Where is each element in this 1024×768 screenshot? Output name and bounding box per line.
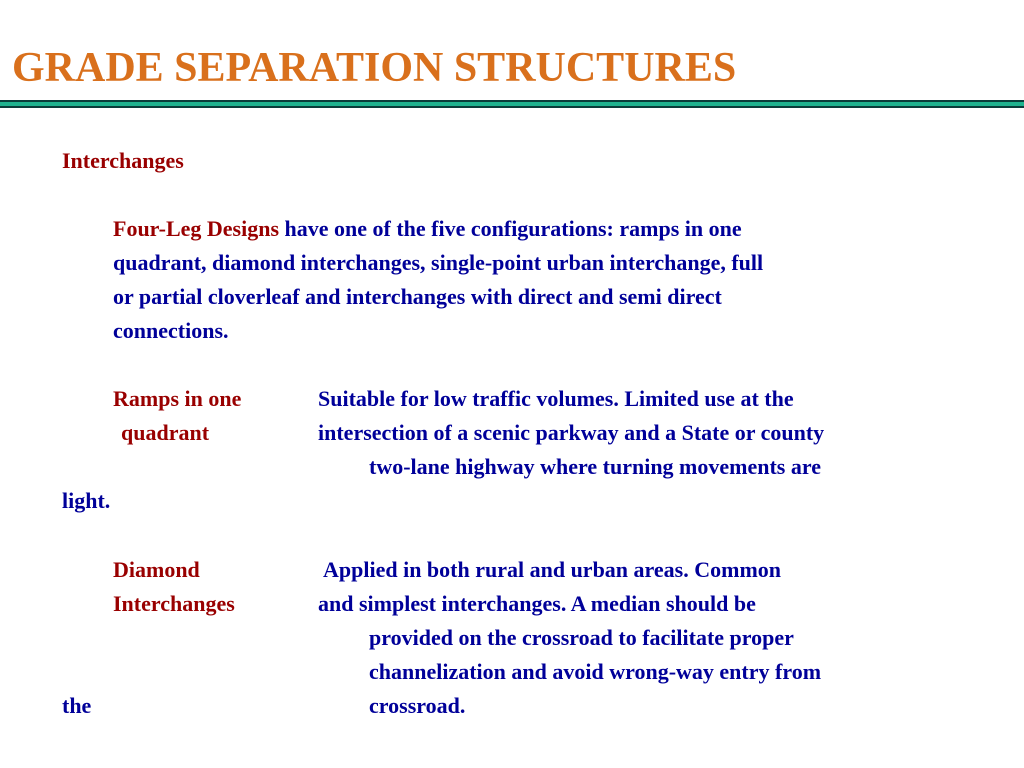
ramps-text-line: two-lane highway where turning movements are [369,454,821,479]
ramps-text-line: Suitable for low traffic volumes. Limited use at the [318,386,794,411]
four-leg-first-line [113,212,742,246]
ramps-term-line: Ramps in one [113,386,242,411]
diamond-text-line: channelization and avoid wrong-way entry from [369,659,822,684]
diamond-text-line: Applied in both rural and urban areas. Common [323,557,782,582]
slide-title: GRADE SEPARATION STRUCTURES [12,45,737,91]
ramps-term-line: quadrant [121,420,210,445]
four-leg-text-line: connections. [113,318,229,343]
four-leg-term: Four-Leg Designs [113,216,280,241]
diamond-text-line: and simplest interchanges. A median should be [318,591,756,616]
four-leg-text-line: quadrant, diamond interchanges, single-point urban interchange, full [113,250,764,275]
four-leg-text-line: or partial cloverleaf and interchanges with direct and semi direct [113,284,722,309]
section-heading: Interchanges [62,148,184,173]
diamond-term-line: Diamond [113,557,200,582]
four-leg-text-line: have one of the five configurations: ramps in one [284,216,742,241]
ramps-text-line: intersection of a scenic parkway and a State or county [318,420,825,445]
ramps-text-line: light. [62,488,111,513]
diamond-text-line: provided on the crossroad to facilitate proper [369,625,794,650]
diamond-text-line: crossroad. [369,693,466,718]
title-divider [0,100,1024,108]
diamond-term-line: Interchanges [113,591,235,616]
diamond-text-line: the [62,693,92,718]
